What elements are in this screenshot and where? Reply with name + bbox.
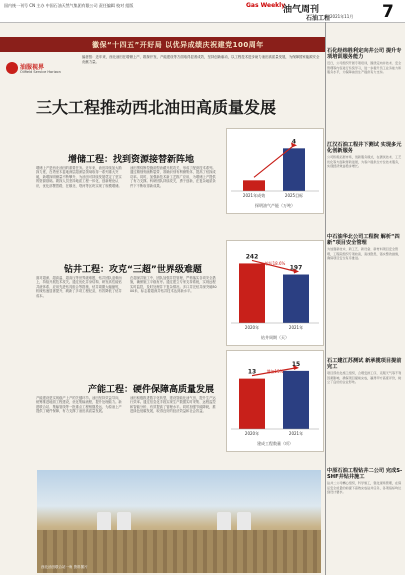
photo-caption: 西北油田联合站一角 资料图片 [41,565,88,569]
banner-text: 徽保“十四五”开好局 以优异成绩庆祝建党100周年 [92,41,264,49]
masthead [0,0,405,23]
logo-title: 油服视界 [20,64,45,71]
section-title-drilling: 钻井工程：攻克“三超”世界级难题 [64,265,202,275]
chart-bar [283,148,305,191]
chart-data-label: 242 [245,253,259,261]
photo-tank [97,512,111,530]
chart-capacity [226,128,324,214]
chart-bar [283,275,309,323]
logo-subtitle: Oilfield Service Horizon [20,70,61,74]
sidebar-item-body: 钻井二公司精心组织，科学施工，强化现场管理，在保证安全质量的前提下高效完成钻井任务，各项指标均达到设计要求。 [327,481,402,494]
chart-data-label: 4 [291,138,297,146]
page-number: 7 [382,2,394,22]
chart-tick-label: 2021年 [288,325,304,330]
sidebar-item[interactable] [325,142,405,232]
chart-caption: 探明油气产能（万吨） [255,203,295,208]
chart-bar [239,379,265,429]
chart-bar [283,371,309,429]
logo-mark-icon [6,62,18,74]
chart-tick-label: 2021年 [288,431,304,436]
sidebar-item-title: 石工建江苏测试 新承揽项目提前完工 [327,358,402,371]
chart-projects-svg [227,351,323,451]
sidebar-item[interactable] [325,234,405,356]
chart-data-label: 13 [247,368,257,376]
editor-note: 编者按：近年来，西北油田在增储上产、勘探开发、产能建设等方面取得显著成效，坚持创新驱动，以工程技术进步助力油田高质量发展，为保障国家能源安全贡献力量。 [82,55,320,64]
chart-tick-label: 2025目标 [284,193,304,198]
sidebar-item-title: 中原石油工程钻井二公司 完成S-SHF井钻井施工 [327,468,403,481]
chart-caption: 建成工程数量（项） [257,441,293,446]
masthead-meta: 国内统一刊号 CN 主办 中国石油天然气集团有限公司 责任编辑 校对 组版 [4,3,134,8]
news-sidebar [325,22,405,575]
chart-projects [226,350,324,452]
photo-tank [117,512,131,530]
chart-tick-label: 2021年成效 [242,193,266,198]
masthead-date: 2021年11月 [330,14,354,19]
sidebar-item-body: 近日，公司组织开展专项培训，围绕定向井技术、安全管理等内容进行系统学习，进一步提升员工业务能力和服务水平，为保障油田生产提供有力支持。 [327,61,402,74]
sidebar-item-body: 公司积极拓展市场，创新服务模式，在测试技术、工艺优化等方面取得新进展，为客户提供全方位技术服务，实现经济效益稳步增长。 [327,155,402,168]
sidebar-item-body: 项目部优化施工组织，合理安排工序，克服天气等不利因素影响，确保项目提前完成，赢得甲方高度评价，树立了良好的企业形象。 [327,371,402,384]
oilfield-photo [37,470,321,573]
chart-drilling-cycle [226,240,324,346]
chart-change-label: 缩短18.6% [264,261,286,266]
section-title-reserves: 增储工程：找到资源接替新阵地 [68,155,195,165]
column-logo [6,60,68,78]
sidebar-item-title: 中石油华北公司工程院 解析“四新”项目安全管理 [327,234,400,247]
sidebar-item-title: 石化经纬胜利定向井公司 提升专项培训服务能力 [327,48,402,61]
photo-tank [237,512,251,530]
chart-data-label: 15 [291,360,301,368]
article-column: 在超深井施工中，团队加强井控管理，严格落实各项安全措施，确保施工平稳有序。通过建立专家支持系统，实现远程实时监控，及时处理井下复杂情况。多口井完钻井深突破8000米，标志着超深井钻井技术达到新水平。 [130,276,217,294]
chart-drilling-cycle-svg [227,241,323,345]
chart-caption: 钻井周期（天） [261,335,289,340]
chart-tick-label: 2020年 [244,431,260,436]
photo-tank [217,512,231,530]
sidebar-item[interactable] [325,48,405,140]
sidebar-item-body: 为加强新技术、新工艺、新设备、新材料项目安全管理，工程院组织专项检查，查找隐患，落实整改措施，确保项目安全有序推进。 [327,247,402,260]
chart-data-label: 197 [289,264,303,272]
chart-capacity-svg [227,129,323,213]
sidebar-item[interactable] [325,468,405,566]
masthead-paper-name: 油气周刊 [283,5,320,15]
article-column: 油田积极推进数字化转型，建设智能化油气田，提升生产运行效率。通过信息化手段实现生产数据实时采集、远程监控和智能分析，有效提高了管理水平。同时加强节能降耗，推进绿色低碳发展，取得良好的经济效益和社会效益。 [130,396,216,414]
chart-change-label: 增加15% [266,369,284,374]
article-column: 油田围绕断控缝洞型油藏开展攻关，形成了配套技术系列。通过精细刻画断裂带，准确识别有利储集体，提高了钻探成功率。同时，加强新技术新工艺推广应用，为增储上产提供了有力支撑。科研团队持续攻关，勇于创新，在复杂地质条件下不断取得新成果。 [130,166,216,188]
headline-banner [0,37,325,52]
chart-bar [243,180,265,191]
sidebar-item-title: 江汉石油工程井下测试 实现多元化创新服务 [327,142,402,155]
chart-tick-label: 2020年 [244,325,260,330]
article-column: 产能建设是实现稳产上产的关键环节。油田坚持效益导向，统筹推进地面工程建设，优化集输流程，提升处理能力。新建联合站、集输管线等一批重点工程相继投运，为原油上产提供了硬件保障，有力支撑了油田高质量发展。 [36,396,122,414]
chart-bar [239,263,265,323]
article-column: 增储上产是西北油田的重要任务。近年来，油田持续加大勘探力度，在塔里木盆地深层超深层领域取得一系列重大突破，新增探明储量不断攀升，为油田可持续发展奠定了坚实的资源基础。勘探人员坚持地质工程一体化，创新理论认识，优化部署思路，在顺北、塔河等区块实现了规模增储。 [36,166,122,188]
main-headline: 三大工程推动西北油田高质量发展 [36,98,277,117]
section-title-capacity: 产能工程：硬件保障高质量发展 [88,385,215,395]
masthead-section: 石油工程 [306,15,331,22]
masthead-brand: Gas Weekly [246,2,286,9]
article-column: 面对超深、超高温、超高压等世界级难题，钻井团队迎难而上，持续开展技术攻关。通过优化井身结构、研发高性能钻井液体系、应用先进钻具组合等措施，钻井周期大幅缩短，机械钻速显著提升，刷新了多项工程纪录，有效降低了钻井成本。 [36,276,122,298]
sidebar-item[interactable] [325,358,405,468]
